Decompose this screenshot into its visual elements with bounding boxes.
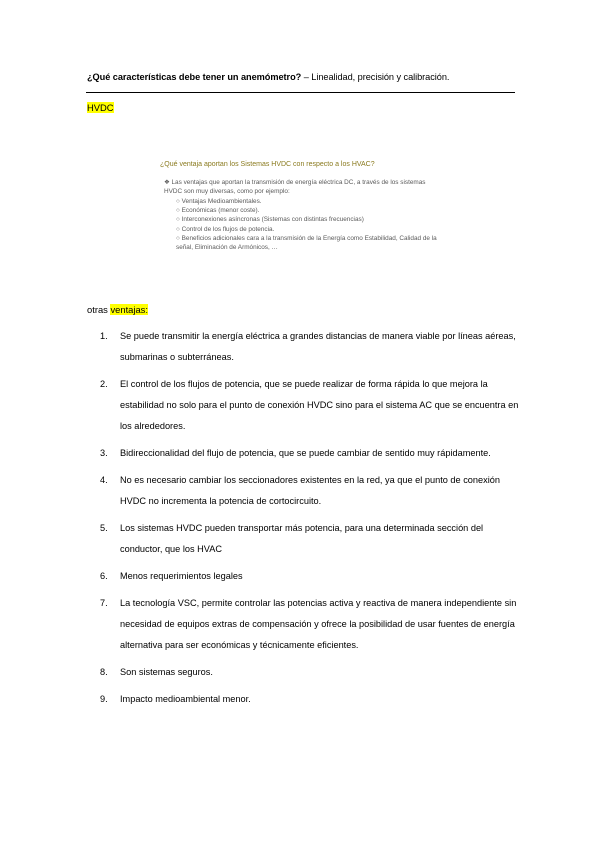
embedded-slide-image [160, 160, 445, 285]
list-text: Bidireccionalidad del flujo de potencia, que se puede cambiar de sentido muy rápidamente. [120, 448, 491, 458]
heading-question: ¿Qué características debe tener un anemómetro? [87, 72, 302, 82]
list-number: 7. [100, 598, 108, 608]
otras-highlight: ventajas: [110, 304, 148, 315]
list-item [100, 689, 520, 710]
list-item [100, 662, 520, 683]
list-item [100, 470, 520, 512]
slide-intro: ❖ Las ventajas que aportan la transmisión de energía eléctrica DC, a través de los sistemas HVDC son muy diversas, como por ejemplo: [164, 179, 426, 196]
list-text: Se puede transmitir la energía eléctrica a grandes distancias de manera viable por líneas aéreas, submarinas o subterráneas. [120, 331, 516, 362]
list-item [100, 374, 520, 437]
list-number: 9. [100, 694, 108, 704]
list-text: Son sistemas seguros. [120, 667, 213, 677]
list-item [100, 518, 520, 560]
slide-item: ○ Económicas (menor coste). [176, 206, 260, 214]
list-item [100, 593, 520, 656]
list-text: Impacto medioambiental menor. [120, 694, 251, 704]
section-label-text: HVDC [87, 102, 114, 113]
list-number: 1. [100, 331, 108, 341]
document-heading [87, 72, 517, 82]
list-text: La tecnología VSC, permite controlar las potencias activa y reactiva de manera independiente sin necesidad de equipos extras de compensación y ofrece la posibilidad de usar fuentes de energía alternativa para ser económicas y técnicamente eficientes. [120, 598, 517, 650]
list-item [100, 443, 520, 464]
otras-prefix: otras [87, 304, 111, 315]
list-text: El control de los flujos de potencia, que se puede realizar de forma rápida lo que mejora la estabilidad no solo para el punto de conexión HVDC sino para el sistema AC que se encuentra en los alrededores. [120, 379, 519, 431]
heading-rule [86, 92, 515, 93]
heading-answer: – Linealidad, precisión y calibración. [301, 72, 450, 82]
list-number: 2. [100, 379, 108, 389]
list-text: No es necesario cambiar los seccionadores existentes en la red, ya que el punto de conexión HVDC no incrementa la potencia de cortocircuito. [120, 475, 500, 506]
list-number: 3. [100, 448, 108, 458]
list-number: 8. [100, 667, 108, 677]
otras-ventajas-label [87, 304, 148, 315]
advantages-list [100, 326, 520, 710]
list-text: Los sistemas HVDC pueden transportar más potencia, para una determinada sección del conductor, que los HVAC [120, 523, 484, 554]
list-number: 6. [100, 571, 108, 581]
list-text: Menos requerimientos legales [120, 571, 243, 581]
list-number: 4. [100, 475, 108, 485]
list-item [100, 566, 520, 587]
slide-item: ○ Ventajas Medioambientales. [176, 197, 262, 205]
slide-item: ○ Interconexiones asíncronas (Sistemas con distintas frecuencias) [176, 216, 364, 224]
list-number: 5. [100, 523, 108, 533]
slide-title: ¿Qué ventaja aportan los Sistemas HVDC con respecto a los HVAC? [160, 161, 375, 168]
slide-item: ○ Control de los flujos de potencia. [176, 225, 275, 233]
slide-item: ○ Beneficios adicionales cara a la transmisión de la Energía como Estabilidad, Calidad de la señal, Eliminación de Armónicos, … [176, 234, 437, 252]
section-label [87, 102, 114, 113]
list-item [100, 326, 520, 368]
